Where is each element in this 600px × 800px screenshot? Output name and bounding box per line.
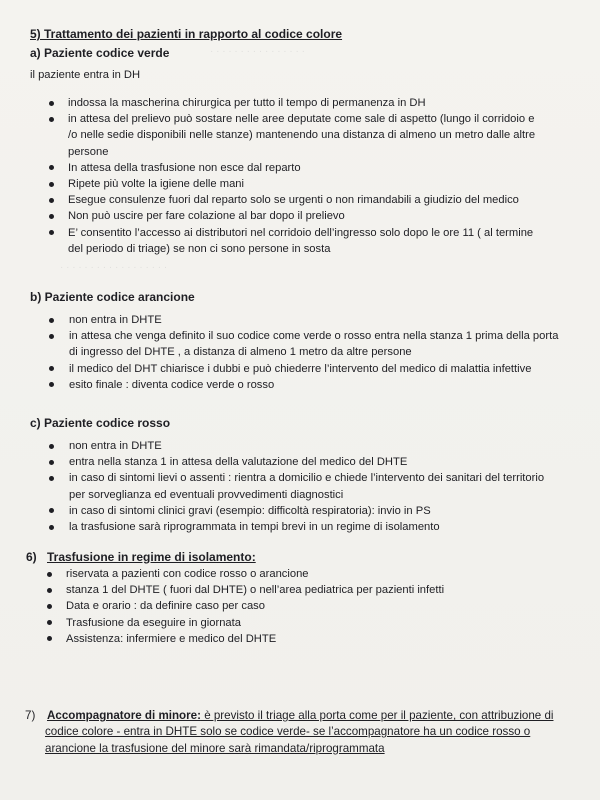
- bullet-icon: [49, 165, 54, 170]
- list-item-text: la trasfusione sarà riprogrammata in tempi brevi in un regime di isolamento: [69, 521, 440, 533]
- section-6-title: Trasfusione in regime di isolamento:: [47, 550, 256, 564]
- bullet-icon: [49, 366, 54, 371]
- bullet-icon: [49, 318, 54, 323]
- section-6-number: 6): [26, 550, 37, 564]
- bullet-icon: [49, 182, 54, 187]
- bullet-icon: [49, 214, 54, 219]
- list-item-text: in attesa che venga definito il suo codice come verde o rosso entra nella stanza 1 prima della porta: [69, 330, 559, 343]
- bullet-icon: [49, 508, 54, 513]
- list-item-text: riservata a pazienti con codice rosso o arancione: [66, 568, 309, 580]
- list-item-text: Trasfusione da eseguire in giornata: [66, 616, 241, 629]
- show-through-text: · · · · · · · · · · · · · · · · · ·: [60, 262, 168, 273]
- section-7-line: codice colore - entra in DHTE solo se codice verde- se l’accompagnatore ha un codice rosso o: [45, 725, 531, 738]
- list-item-text: persone: [68, 145, 109, 158]
- list-item-text: in caso di sintomi clinici gravi (esempio: difficoltà respiratoria): invio in PS: [69, 504, 431, 517]
- bullet-icon: [49, 230, 54, 235]
- bullet-icon: [49, 382, 54, 387]
- list-item-text: in attesa del prelievo può sostare nelle aree deputate come sale di aspetto (lungo il corridoio e: [68, 113, 535, 126]
- list-item-text: Non può uscire per fare colazione al bar dopo il prelievo: [68, 210, 345, 223]
- list-item-text: per sorveglianza ed eventuali provvedimenti diagnostici: [69, 488, 344, 501]
- section-7-line: è previsto il triage alla porta come per il paziente, con attribuzione di: [200, 709, 554, 722]
- list-item-text: E’ consentito l’accesso ai distributori nel corridoio dell’ingresso solo dopo le ore 11 ( al termine: [68, 226, 534, 239]
- list-item-text: entra nella stanza 1 in attesa della valutazione del medico del DHTE: [69, 456, 408, 469]
- list-item-text: del periodo di triage) se non ci sono persone in sosta: [68, 242, 331, 255]
- list-item-text: Assistenza: infermiere e medico del DHTE: [66, 632, 277, 645]
- list-item-text: esito finale : diventa codice verde o rosso: [69, 378, 275, 391]
- list-item-text: Esegue consulenze fuori dal reparto solo se urgenti o non rimandabili a giudizio del medico: [68, 194, 519, 207]
- list-item-text: Ripete più volte la igiene delle mani: [68, 178, 245, 190]
- bullet-icon: [49, 198, 54, 203]
- rosso-heading: c) Paziente codice rosso: [30, 416, 171, 430]
- bullet-icon: [49, 525, 54, 530]
- list-item-text: di ingresso del DHTE , a distanza di almeno 1 metro da altre persone: [69, 346, 412, 359]
- bullet-icon: [49, 476, 54, 481]
- section-7-number: 7): [25, 709, 36, 722]
- list-item-text: Data e orario : da definire caso per caso: [66, 600, 265, 613]
- section-7-title: Accompagnatore di minore:: [47, 709, 201, 722]
- bullet-icon: [47, 604, 52, 609]
- list-item-text: il medico del DHT chiarisce i dubbi e può chiederre l’intervento del medico di malattia infettive: [69, 362, 532, 375]
- verde-intro: il paziente entra in DH: [30, 69, 141, 81]
- bullet-icon: [47, 636, 52, 641]
- list-item-text: In attesa della trasfusione non esce dal reparto: [68, 161, 301, 174]
- list-item-text: non entra in DHTE: [69, 440, 162, 452]
- bullet-icon: [47, 572, 52, 577]
- section-7-line: arancione la trasfusione del minore sarà rimandata/riprogrammata: [45, 742, 385, 755]
- list-item-text: indossa la mascherina chirurgica per tutto il tempo di permanenza in DH: [68, 97, 426, 109]
- arancione-heading: b) Paziente codice arancione: [30, 290, 195, 304]
- list-item-text: stanza 1 del DHTE ( fuori dal DHTE) o nell’area pediatrica per pazienti infetti: [66, 584, 445, 597]
- bullet-icon: [49, 460, 54, 465]
- bullet-icon: [49, 101, 54, 106]
- list-item-text: in caso di sintomi lievi o assenti : rientra a domicilio e chiede l’intervento dei sanitari del territorio: [69, 472, 545, 485]
- verde-heading: a) Paziente codice verde: [30, 46, 170, 60]
- show-through-text: · · · · · · · · · · · · · · · ·: [210, 46, 305, 57]
- bullet-icon: [47, 588, 52, 593]
- bullet-icon: [49, 444, 54, 449]
- bullet-icon: [49, 117, 54, 122]
- list-item-text: non entra in DHTE: [69, 314, 162, 326]
- list-item-text: /o nelle sedie disponibili nelle stanze) mantenendo una distanza di almeno un metro dalle altre: [68, 129, 536, 142]
- bullet-icon: [49, 334, 54, 339]
- section-5-title: 5) Trattamento dei pazienti in rapporto al codice colore: [30, 27, 343, 41]
- bullet-icon: [47, 620, 52, 625]
